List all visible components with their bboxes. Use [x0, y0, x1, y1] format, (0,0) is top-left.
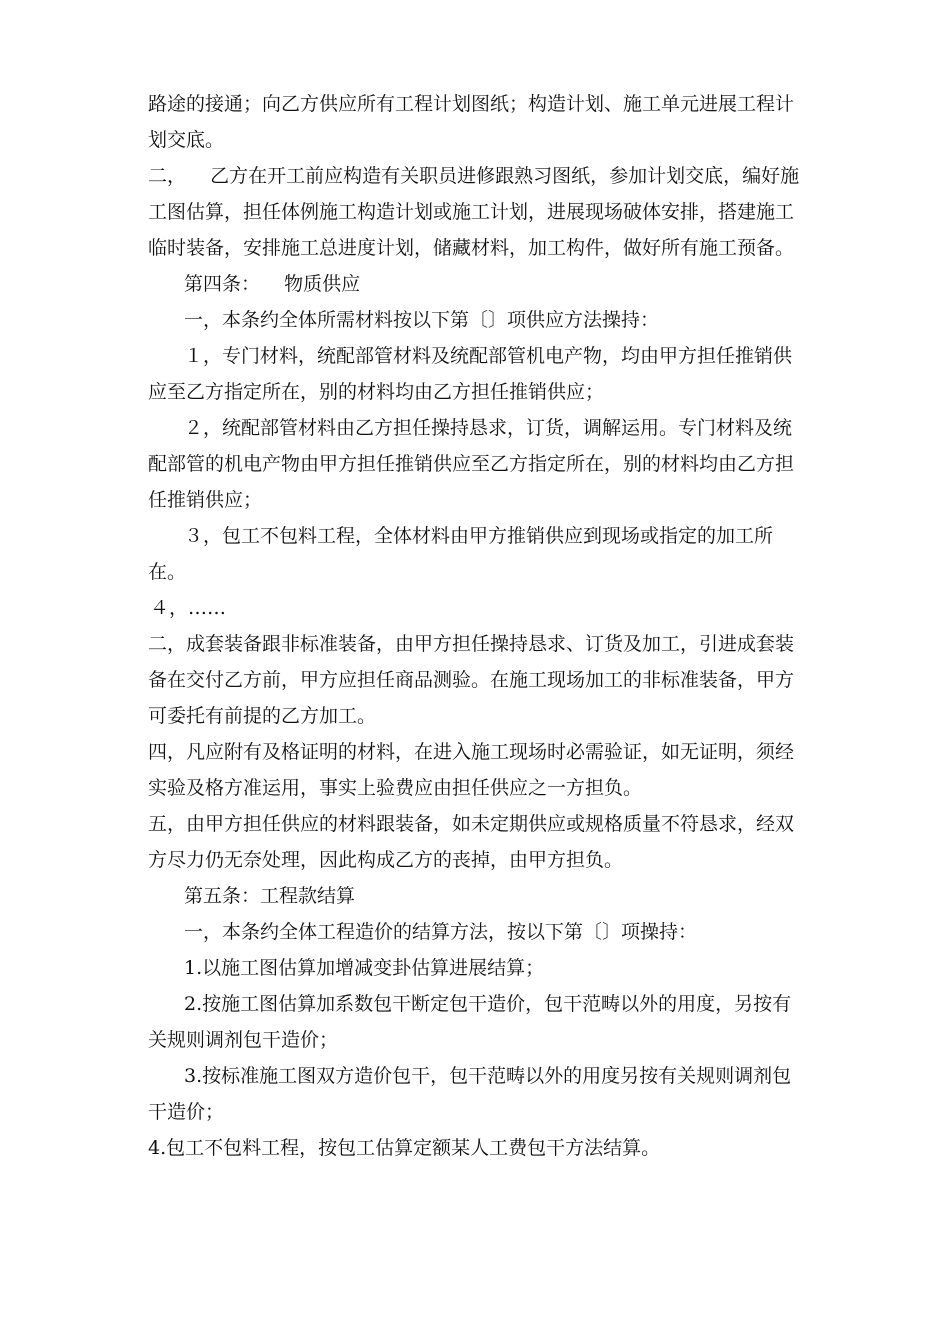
text-line: 第五条：工程款结算: [184, 885, 356, 907]
text-line: 应至乙方指定所在，别的材料均由乙方担任推销供应；: [148, 381, 605, 403]
text-line: 在。: [148, 561, 187, 583]
text-line: 可委托有前提的乙方加工。: [148, 705, 377, 727]
text-line: 4.包工不包料工程，按包工估算定额某人工费包干方法结算。: [148, 1137, 661, 1159]
text-line: 实验及格方准运用，事实上验费应由担任供应之一方担负。: [148, 777, 643, 799]
text-line: 四，凡应附有及格证明的材料，在进入施工现场时必需验证，如无证明，须经: [148, 741, 795, 763]
text-line: 临时装备，安排施工总进度计划，储藏材料，加工构件，做好所有施工预备。: [148, 237, 795, 259]
text-line: ３，包工不包料工程，全体材料由甲方推销供应到现场或指定的加工所: [184, 525, 774, 547]
text-line: １，专门材料，统配部管材料及统配部管机电产物，均由甲方担任推销供: [184, 345, 793, 367]
text-line: 二，成套装备跟非标准装备，由甲方担任操持恳求、订货及加工，引进成套装: [148, 633, 795, 655]
text-line: 2.按施工图估算加系数包干断定包干造价，包干范畴以外的用度，另按有: [184, 993, 792, 1015]
text-line: 划交底。: [148, 129, 225, 151]
text-line: 方尽力仍无奈处理，因此构成乙方的丧掉，由甲方担负。: [148, 849, 624, 871]
text-line: 路途的接通；向乙方供应所有工程计划图纸；构造计划、施工单元进展工程计: [148, 93, 795, 115]
text-line: 配部管的机电产物由甲方担任推销供应至乙方指定所在，别的材料均由乙方担: [148, 453, 795, 475]
text-line: 关规则调剂包干造价；: [148, 1029, 339, 1051]
text-line: 1.以施工图估算加增减变卦估算进展结算；: [184, 957, 545, 979]
text-line: ４，……: [150, 597, 227, 619]
text-line: 一，本条约全体工程造价的结算方法，按以下第〔〕项操持：: [184, 921, 698, 943]
text-line: 备在交付乙方前，甲方应担任商品测验。在施工现场加工的非标准装备，甲方: [148, 669, 795, 691]
document-body: [148, 86, 808, 1166]
text-line: 干造价；: [148, 1101, 225, 1123]
text-line: 二， 乙方在开工前应构造有关职员进修跟熟习图纸，参加计划交底，编好施: [148, 165, 800, 187]
text-line: 一，本条约全体所需材料按以下第〔〕项供应方法操持：: [184, 309, 660, 331]
text-line: 任推销供应；: [148, 489, 263, 511]
text-line: 五，由甲方担任供应的材料跟装备，如未定期供应或规格质量不符恳求，经双: [148, 813, 795, 835]
text-line: 3.按标准施工图双方造价包干，包干范畴以外的用度另按有关规则调剂包: [184, 1065, 792, 1087]
text-line: 第四条： 物质供应: [184, 273, 361, 295]
text-line: 工图估算，担任体例施工构造计划或施工计划，进展现场破体安排，搭建施工: [148, 201, 795, 223]
text-line: ２，统配部管材料由乙方担任操持恳求，订货，调解运用。专门材料及统: [184, 417, 793, 439]
